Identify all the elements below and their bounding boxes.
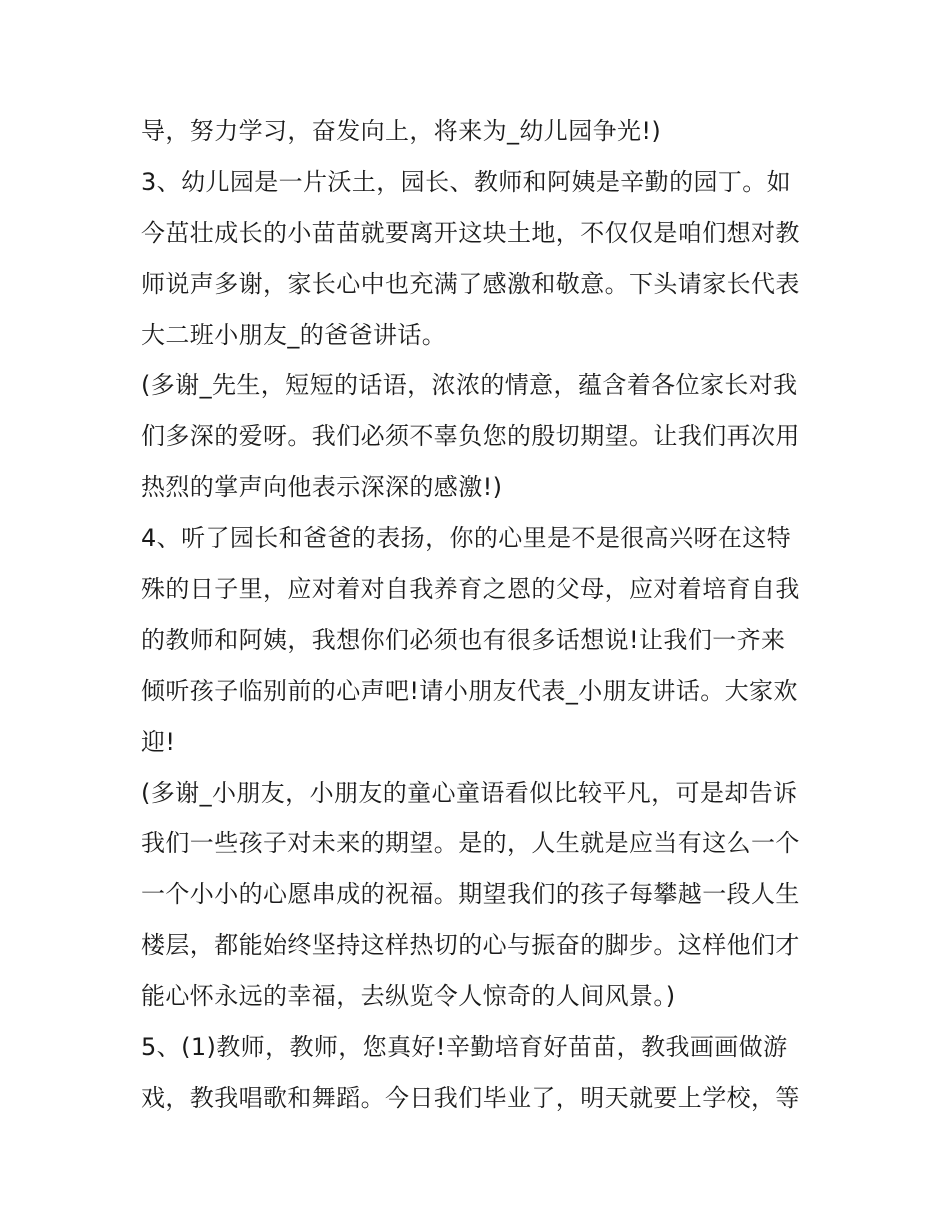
text-line: 们多深的爱呀。我们必须不辜负您的殷切期望。让我们再次用 <box>141 422 800 451</box>
text-line: 能心怀永远的幸福，去纵览令人惊奇的人间风景。) <box>141 982 676 1011</box>
text-line: 的教师和阿姨，我想你们必须也有很多话想说!让我们一齐来 <box>141 625 786 654</box>
text-line: 今茁壮成长的小苗苗就要离开这块土地，不仅仅是咱们想对教 <box>141 218 800 247</box>
text-line: 殊的日子里，应对着对自我养育之恩的父母，应对着培育自我 <box>141 575 800 604</box>
text-line: 倾听孩子临别前的心声吧!请小朋友代表_小朋友讲话。大家欢 <box>141 676 798 705</box>
text-line: 戏，教我唱歌和舞蹈。今日我们毕业了，明天就要上学校，等 <box>141 1083 800 1112</box>
text-line: 楼层，都能始终坚持这样热切的心与振奋的脚步。这样他们才 <box>141 931 800 960</box>
text-line: 3、幼儿园是一片沃土，园长、教师和阿姨是辛勤的园丁。如 <box>141 167 792 196</box>
text-line: 迎! <box>141 727 176 756</box>
text-line: (多谢_小朋友，小朋友的童心童语看似比较平凡，可是却告诉 <box>141 778 798 807</box>
text-line: 我们一些孩子对未来的期望。是的，人生就是应当有这么一个 <box>141 829 800 858</box>
text-line: 一个小小的心愿串成的祝福。期望我们的孩子每攀越一段人生 <box>141 880 800 909</box>
text-line: 师说声多谢，家长心中也充满了感激和敬意。下头请家长代表 <box>141 269 800 298</box>
text-line: 热烈的掌声向他表示深深的感激!) <box>141 473 503 502</box>
text-line: 4、听了园长和爸爸的表扬，你的心里是不是很高兴呀在这特 <box>141 524 792 553</box>
text-line: 5、(1)教师，教师，您真好!辛勤培育好苗苗，教我画画做游 <box>141 1033 788 1062</box>
document-body <box>141 106 813 1124</box>
text-line: 大二班小朋友_的爸爸讲话。 <box>141 320 447 349</box>
text-line: (多谢_先生，短短的话语，浓浓的情意，蕴含着各位家长对我 <box>141 371 798 400</box>
text-line: 导，努力学习，奋发向上，将来为_幼儿园争光!) <box>141 117 662 145</box>
